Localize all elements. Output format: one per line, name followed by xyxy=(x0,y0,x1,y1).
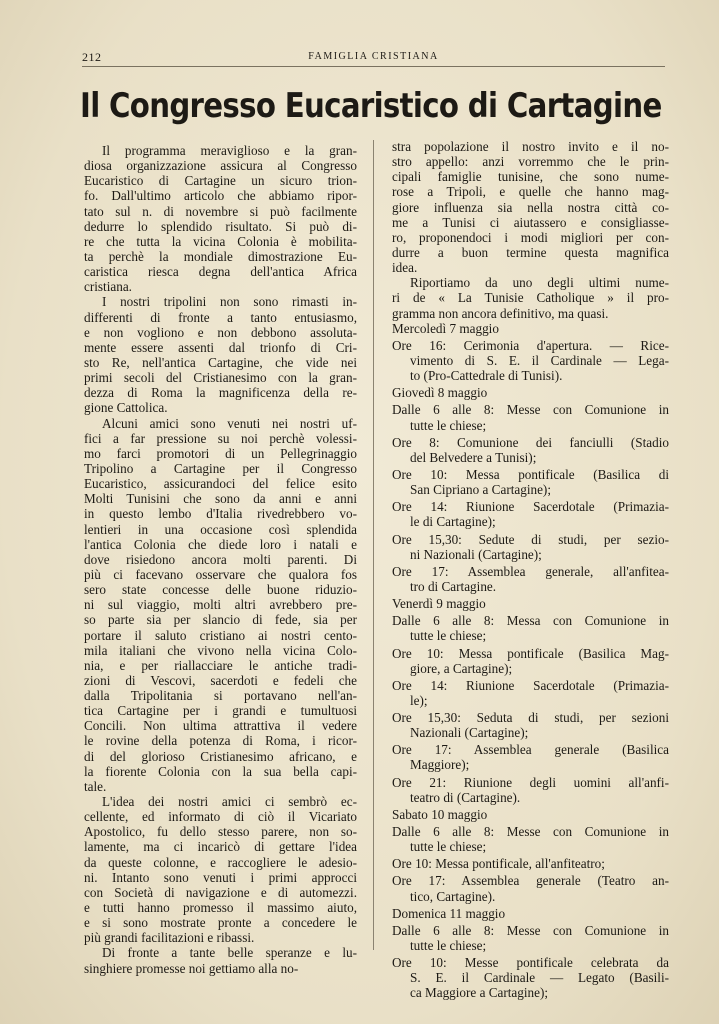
text-line: tica Cartagine per i grandi e tumultuosi xyxy=(84,703,357,719)
text-line: L'idea dei nostri amici ci sembrò ec- xyxy=(102,794,357,810)
text-line: più grandi facilitazioni e ribassi. xyxy=(84,930,255,946)
text-line: cristiana. xyxy=(84,279,132,295)
text-line: idea. xyxy=(392,260,418,276)
text-line: portare il saluto cristiano ai nostri cento- xyxy=(84,627,357,643)
text-line: Riportiamo da uno degli ultimi nume- xyxy=(410,275,669,291)
text-line: Il programma meraviglioso e la gran- xyxy=(102,143,357,158)
text-line: Tripolino a Cartagine per il Congresso xyxy=(84,460,357,476)
text-line: S. E. il Cardinale — Legato (Basili- xyxy=(410,970,669,986)
text-line: rose a Tripoli, e quelle che hanno mag- xyxy=(392,184,669,200)
text-line: lamente, ma ci incaricò di gettare l'idea xyxy=(84,839,357,855)
text-line: Ore 21: Riunione degli uomini all'anfi- xyxy=(392,774,669,790)
text-line: Ore 10: Messa pontificale, all'anfiteatro; xyxy=(392,856,605,872)
article-title: Il Congresso Eucaristico di Cartagine xyxy=(80,86,662,126)
text-line: Alcuni amici sono venuti nei nostri uf- xyxy=(102,415,357,431)
text-line: sero state concesse delle buone riduzio- xyxy=(84,582,357,598)
text-line: tale. xyxy=(84,778,107,794)
text-line: dove risiedono ancora molti parenti. Di xyxy=(84,551,357,567)
text-line: primi secoli del Cristianesimo con la gran- xyxy=(84,370,357,386)
text-line: Molti Tunisini che sono da anni e anni xyxy=(84,491,357,507)
text-line: le); xyxy=(410,692,428,708)
text-line: mila italiani che vivono nella vicina Colo- xyxy=(84,642,357,658)
text-line: in questo lembo d'Italia rivedrebbero vo- xyxy=(84,506,357,522)
text-line: con Società di navigazione e di automezzi. xyxy=(84,884,357,900)
text-line: ni Nazionali (Cartagine); xyxy=(410,546,542,562)
text-line: me a Tunisi ci aiutassero e consigliasse- xyxy=(392,214,669,230)
page-number: 212 xyxy=(82,50,102,64)
text-line: le di Cartagine); xyxy=(410,514,496,530)
text-line: Ore 10: Messe pontificale celebrata da xyxy=(392,955,669,971)
text-line: fo. Dall'ultimo articolo che abbiamo ripor- xyxy=(84,188,357,204)
text-line: giore, a Cartagine); xyxy=(410,660,513,676)
text-line: differenti di fronte a tanto entusiasmo, xyxy=(84,309,357,325)
text-line: nia, e per riallacciare le antiche tradi- xyxy=(84,657,357,673)
text-line: Sabato 10 maggio xyxy=(392,806,488,822)
text-line: tutte le chiese; xyxy=(410,839,487,855)
text-line: ni. Intanto sono venuti i primi approcci xyxy=(84,869,357,885)
text-line: Eucaristico di Cartagine un sicuro trion- xyxy=(84,173,357,189)
text-line: le rovine della potenza di Roma, i ricor- xyxy=(84,733,357,749)
text-line: Di fronte a tante belle speranze e lu- xyxy=(102,945,357,961)
text-line: ta perchè la mondiale dimostrazione Eu- xyxy=(84,248,357,264)
text-line: Apostolico, fu dello stesso parere, non so- xyxy=(84,824,357,840)
text-line: Ore 15,30: Sedute di studi, per sezio- xyxy=(392,531,669,547)
text-line: dezza di Roma la magnificenza della re- xyxy=(84,385,357,401)
text-line: ca Maggiore a Cartagine); xyxy=(410,985,549,1001)
text-line: Giovedì 8 maggio xyxy=(392,385,488,401)
text-line: singhiere promesse noi gettiamo alla no- xyxy=(84,960,299,976)
text-line: Maggiore); xyxy=(410,757,470,773)
text-line: stra popolazione il nostro invito e il no- xyxy=(392,139,669,154)
text-line: zioni di Vescovi, sacerdoti e fedeli che xyxy=(84,672,357,688)
text-line: del Belvedere a Tunisi); xyxy=(410,449,537,465)
text-line: vimento di S. E. il Cardinale — Lega- xyxy=(410,352,669,368)
text-line: tro di Cartagine. xyxy=(410,578,497,594)
text-line: Ore 8: Comunione dei fanciulli (Stadio xyxy=(392,434,669,450)
text-line: Ore 14: Riunione Sacerdotale (Primazia- xyxy=(392,677,669,693)
text-line: ni sul viaggio, molti altri avrebbero pre- xyxy=(84,597,357,613)
text-line: Nazionali (Cartagine); xyxy=(410,725,529,741)
text-line: ri de « La Tunisie Catholique » il pro- xyxy=(392,290,669,306)
text-line: di del glorioso Cristianesimo africano, e xyxy=(84,748,357,764)
text-line: giore influenza sia nella nostra città co- xyxy=(392,199,669,215)
left-column xyxy=(84,143,357,976)
text-line: tutte le chiese; xyxy=(410,628,487,644)
text-line: durre a buon termine questa magnifica xyxy=(392,244,669,260)
text-line: ro, proponendoci i modi migliori per con- xyxy=(392,229,669,245)
text-line: so parte sia per slancio di fede, sia per xyxy=(84,612,357,628)
text-line: Domenica 11 maggio xyxy=(392,905,506,921)
text-line: la fiorente Colonia con la sua bella capi- xyxy=(84,763,357,779)
text-line: da queste colonne, e raccogliere le adesio- xyxy=(84,854,357,870)
text-line: Concili. Non ultima attrattiva il vedere xyxy=(84,718,357,734)
text-line: Ore 10: Messa pontificale (Basilica di xyxy=(392,466,669,482)
text-line: lentieri in una occasione così splendida xyxy=(84,521,357,537)
text-line: Ore 14: Riunione Sacerdotale (Primazia- xyxy=(392,499,669,515)
text-line: tutte le chiese; xyxy=(410,938,487,954)
text-line: Eucaristico, assicurandoci del felice esito xyxy=(84,476,357,492)
text-line: mo farci promotori di un Pellegrinaggio xyxy=(84,445,357,461)
text-line: tutte le chiese; xyxy=(410,417,487,433)
text-line: stro appello: anzi vorremmo che le prin- xyxy=(392,154,669,170)
text-line: San Cipriano a Cartagine); xyxy=(410,482,551,498)
text-line: e non vogliono e non debbono assoluta- xyxy=(84,324,357,340)
text-line: cellente, ed informato di ciò il Vicariato xyxy=(84,809,357,825)
text-line: teatro di (Cartagine). xyxy=(410,789,521,805)
text-line: Ore 17: Assemblea generale (Basilica xyxy=(392,742,669,758)
text-line: dedurre lo splendido risultato. Si può di- xyxy=(84,218,357,234)
text-line: Dalle 6 alle 8: Messa con Comunione in xyxy=(392,613,669,629)
text-line: e si sono mostrate pronte a concedere le xyxy=(84,915,357,931)
text-line: gramma non ancora definitivo, ma quasi. xyxy=(392,305,609,321)
text-line: gione Cattolica. xyxy=(84,400,168,416)
text-line: fici a far pressione su noi perchè volessi- xyxy=(84,430,357,446)
text-line: Ore 10: Messa pontificale (Basilica Mag- xyxy=(392,645,669,661)
text-line: Venerdì 9 maggio xyxy=(392,596,486,612)
journal-name: FAMIGLIA CRISTIANA xyxy=(308,51,439,62)
text-line: mente essere assenti dal trionfo di Cri- xyxy=(84,339,357,355)
text-line: to (Pro-Cattedrale di Tunisi). xyxy=(410,368,563,384)
running-head xyxy=(82,48,665,67)
text-line: diosa organizzazione assicura al Congresso xyxy=(84,158,357,174)
text-line: più ci facevano osservare che qualora fos xyxy=(84,566,357,582)
text-line: Mercoledì 7 maggio xyxy=(392,320,499,336)
text-line: Ore 17: Assemblea generale (Teatro an- xyxy=(392,873,669,889)
text-line: Ore 17: Assemblea generale, all'anfitea- xyxy=(392,563,669,579)
text-line: caristica riesca degna dell'antica Africa xyxy=(84,264,357,280)
text-line: tico, Cartagine). xyxy=(410,888,496,904)
text-line: Dalle 6 alle 8: Messe con Comunione in xyxy=(392,824,669,840)
text-line: l'antica Colonia che diede loro i natali e xyxy=(84,536,357,552)
column-divider xyxy=(373,140,374,950)
text-line: I nostri tripolini non sono rimasti in- xyxy=(102,294,357,310)
text-line: tato sul n. di novembre si può facilmente xyxy=(84,203,357,219)
right-column xyxy=(392,139,669,1001)
text-line: Ore 15,30: Seduta di studi, per sezioni xyxy=(392,710,669,726)
text-line: re che tutta la vicina Colonia è mobilita- xyxy=(84,233,357,249)
text-line: Ore 16: Cerimonia d'apertura. — Rice- xyxy=(392,337,669,353)
text-line: Dalle 6 alle 8: Messe con Comunione in xyxy=(392,922,669,938)
text-line: Dalle 6 alle 8: Messe con Comunione in xyxy=(392,402,669,418)
text-line: dalla Tripolitania si portavano nell'an- xyxy=(84,688,357,704)
text-line: sto Re, nell'antica Cartagine, che vide nei xyxy=(84,354,357,370)
text-line: e tutti hanno promesso il massimo aiuto, xyxy=(84,900,357,916)
text-line: cipali famiglie tunisine, che sono nume- xyxy=(392,169,669,185)
